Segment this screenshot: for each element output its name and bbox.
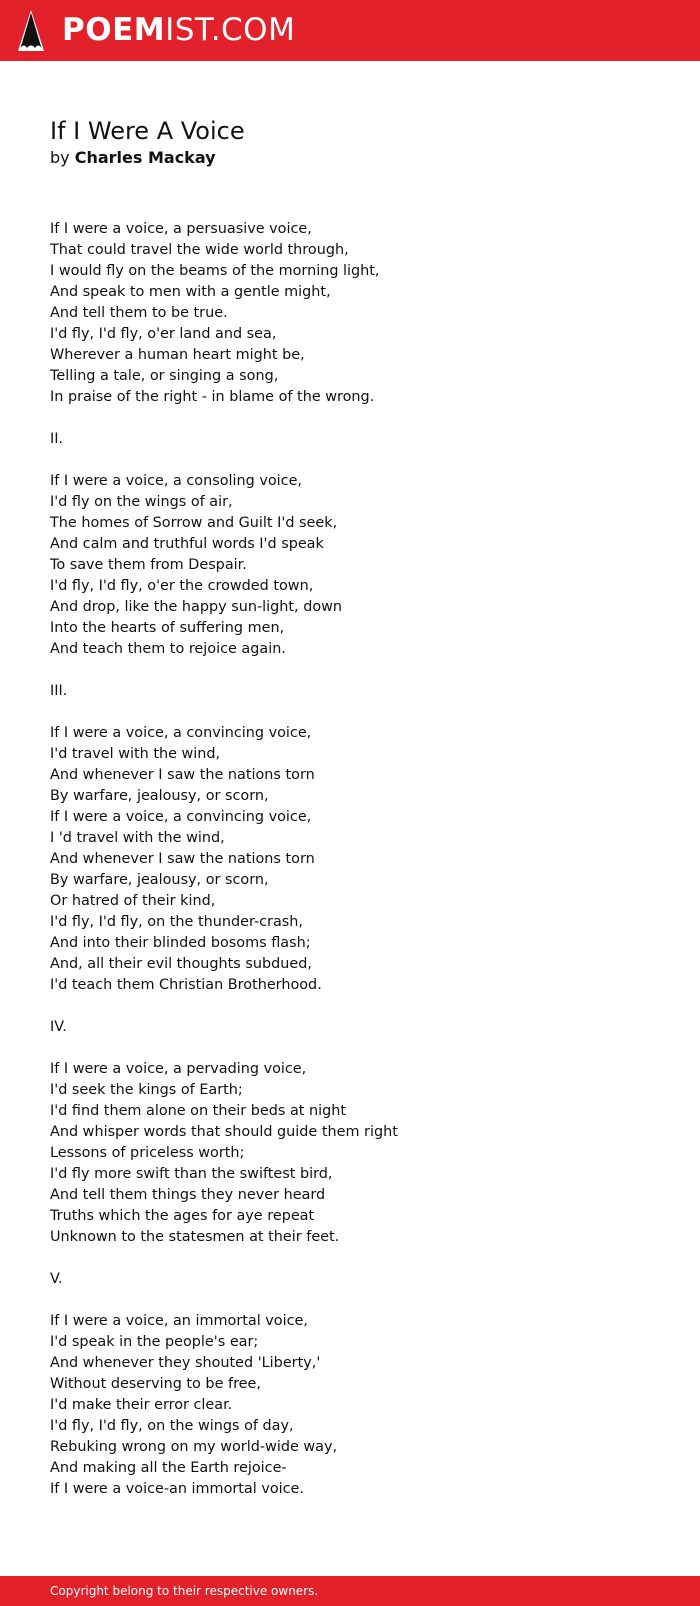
- poem-line: If I were a voice, a consoling voice,: [50, 473, 302, 489]
- poem-line: II.: [50, 431, 64, 447]
- pencil-tip-icon: [18, 10, 44, 51]
- poem-line: To save them from Despair.: [50, 557, 247, 573]
- poem-line: And whenever I saw the nations torn: [50, 767, 315, 783]
- poem-line: And tell them things they never heard: [50, 1187, 326, 1203]
- poem-line: If I were a voice, a convincing voice,: [50, 809, 312, 825]
- poem-line: Or hatred of their kind,: [50, 893, 216, 909]
- site-header: [0, 0, 700, 61]
- stanza-gap: [50, 996, 670, 1017]
- stanza-gap: [50, 408, 670, 429]
- poem-line: And teach them to rejoice again.: [50, 641, 286, 657]
- poem-line: I'd teach them Christian Brotherhood.: [50, 977, 322, 993]
- stanza-gap: [50, 1290, 670, 1311]
- poem-line: The homes of Sorrow and Guilt I'd seek,: [50, 515, 338, 531]
- poem-line: Lessons of priceless worth;: [50, 1145, 245, 1161]
- poem-line: And whisper words that should guide them right: [50, 1124, 398, 1140]
- poem-line: That could travel the wide world through,: [50, 242, 349, 258]
- poem-line: Truths which the ages for aye repeat: [50, 1208, 315, 1224]
- poem-line: I'd travel with the wind,: [50, 746, 221, 762]
- poem-line: If I were a voice, a pervading voice,: [50, 1061, 307, 1077]
- poem-line: IV.: [50, 1019, 67, 1035]
- poem-line: By warfare, jealousy, or scorn,: [50, 788, 269, 804]
- poem-line: Into the hearts of suffering men,: [50, 620, 285, 636]
- poem-line: And into their blinded bosoms flash;: [50, 935, 311, 951]
- poem-line: I'd fly, I'd fly, o'er the crowded town,: [50, 578, 314, 594]
- logo-bold-text: POEM: [62, 12, 166, 48]
- poem-line: And whenever I saw the nations torn: [50, 851, 315, 867]
- poem-line: I'd find them alone on their beds at night: [50, 1103, 347, 1119]
- poem-line: And drop, like the happy sun-light, down: [50, 599, 343, 615]
- poem-line: Rebuking wrong on my world-wide way,: [50, 1439, 338, 1455]
- author-name: Charles Mackay: [74, 148, 216, 167]
- copyright-text: Copyright belong to their respective owners.: [50, 1584, 319, 1598]
- poem-line: And speak to men with a gentle might,: [50, 284, 331, 300]
- poem-line: I'd speak in the people's ear;: [50, 1334, 259, 1350]
- poem-line: If I were a voice, a convincing voice,: [50, 725, 312, 741]
- poem-line: I'd fly more swift than the swiftest bird,: [50, 1166, 333, 1182]
- poem-line: And calm and truthful words I'd speak: [50, 536, 324, 552]
- stanza-gap: [50, 1248, 670, 1269]
- poem-line: V.: [50, 1271, 63, 1287]
- stanza-gap: [50, 1038, 670, 1059]
- poem-line: And making all the Earth rejoice-: [50, 1460, 287, 1476]
- site-logo-link[interactable]: [62, 11, 295, 49]
- poem-line: In praise of the right - in blame of the wrong.: [50, 389, 375, 405]
- poem-line: If I were a voice-an immortal voice.: [50, 1481, 304, 1497]
- poem-line: Telling a tale, or singing a song,: [50, 368, 279, 384]
- poem-line: I'd make their error clear.: [50, 1397, 233, 1413]
- poem-line: I'd fly on the wings of air,: [50, 494, 233, 510]
- poem-body: [50, 219, 670, 1500]
- logo-light-text: IST.COM: [165, 12, 296, 48]
- poem-line: If I were a voice, a persuasive voice,: [50, 221, 312, 237]
- poem-line: I'd fly, I'd fly, o'er land and sea,: [50, 326, 277, 342]
- poem-line: Wherever a human heart might be,: [50, 347, 305, 363]
- by-label: by: [50, 148, 70, 167]
- poem-line: I'd seek the kings of Earth;: [50, 1082, 243, 1098]
- byline: [50, 147, 216, 169]
- poem-line: I'd fly, I'd fly, on the thunder-crash,: [50, 914, 303, 930]
- site-footer: [0, 1576, 700, 1606]
- poem-line: By warfare, jealousy, or scorn,: [50, 872, 269, 888]
- poem-title: If I Were A Voice: [50, 117, 245, 145]
- poem-line: I 'd travel with the wind,: [50, 830, 225, 846]
- poem-line: And tell them to be true.: [50, 305, 228, 321]
- stanza-gap: [50, 660, 670, 681]
- poem-line: And whenever they shouted 'Liberty,': [50, 1355, 321, 1371]
- poem-line: And, all their evil thoughts subdued,: [50, 956, 312, 972]
- poem-line: If I were a voice, an immortal voice,: [50, 1313, 308, 1329]
- poem-line: Unknown to the statesmen at their feet.: [50, 1229, 340, 1245]
- stanza-gap: [50, 450, 670, 471]
- poem-line: III.: [50, 683, 68, 699]
- poem-line: I would fly on the beams of the morning light,: [50, 263, 380, 279]
- poem-line: Without deserving to be free,: [50, 1376, 261, 1392]
- poem-line: I'd fly, I'd fly, on the wings of day,: [50, 1418, 294, 1434]
- stanza-gap: [50, 702, 670, 723]
